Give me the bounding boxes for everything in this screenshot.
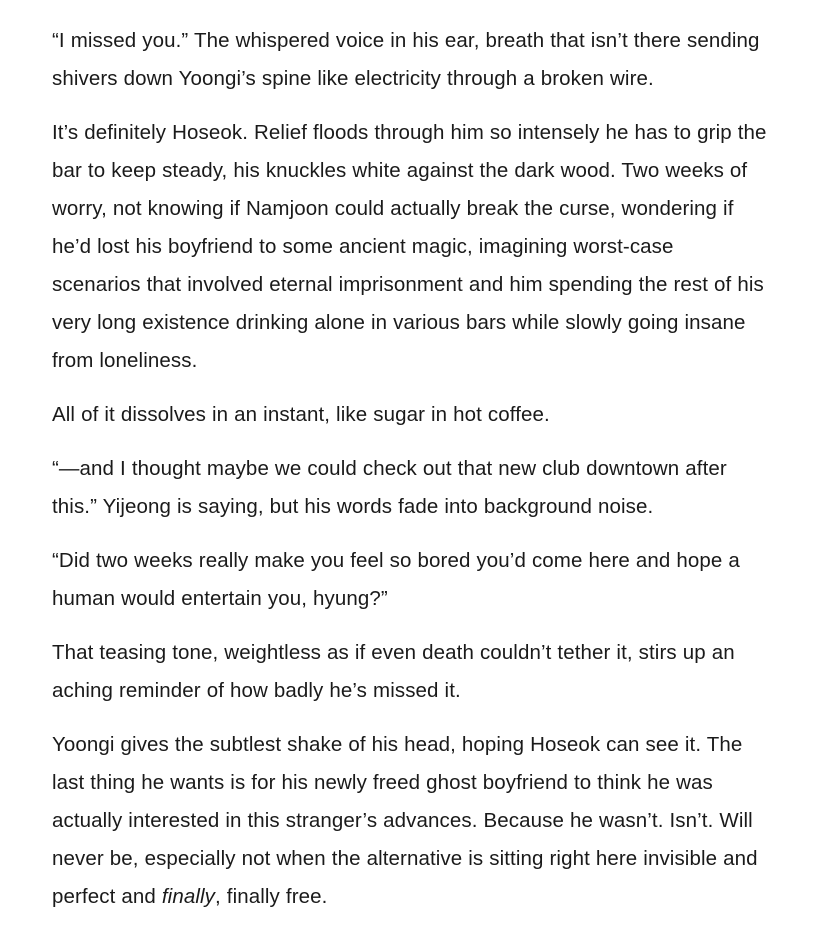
text-run: “I missed you.” The whispered voice in his ear, breath that isn’t there sending shivers down Yoongi’s spine like electricity through a broken wire. [52, 29, 760, 90]
text-run: “Did two weeks really make you feel so bored you’d come here and hope a human would entertain you, hyung?” [52, 549, 740, 610]
paragraph [52, 114, 767, 380]
paragraph [52, 450, 767, 526]
emphasis-text: finally [161, 885, 215, 908]
paragraph [52, 634, 767, 710]
paragraph [52, 726, 767, 916]
text-run: It’s definitely Hoseok. Relief floods through him so intensely he has to grip the bar to keep steady, his knuckles white against the dark wood. Two weeks of worry, not knowing if Namjoon could actually break the curse, wondering if he’d lost his boyfriend to some ancient magic, imagining worst-case scenarios that involved eternal imprisonment and him spending the rest of his very long existence drinking alone in various bars while slowly going insane from loneliness. [52, 121, 767, 372]
paragraph [52, 542, 767, 618]
paragraph [52, 396, 767, 434]
text-run: Yoongi gives the subtlest shake of his head, hoping Hoseok can see it. The last thing he wants is for his newly freed ghost boyfriend to think he was actually interested in this stranger’s advances. Because he wasn’t. Isn’t. Will never be, especially not when the alternative is sitting right here invisible and perfect and [52, 733, 758, 908]
text-run: , finally free. [215, 885, 328, 908]
text-run: All of it dissolves in an instant, like sugar in hot coffee. [52, 403, 550, 426]
text-run: “—and I thought maybe we could check out that new club downtown after this.” Yijeong is saying, but his words fade into background noise. [52, 457, 727, 518]
text-run: That teasing tone, weightless as if even death couldn’t tether it, stirs up an aching reminder of how badly he’s missed it. [52, 641, 735, 702]
paragraph [52, 22, 767, 98]
prose-body [52, 22, 767, 916]
